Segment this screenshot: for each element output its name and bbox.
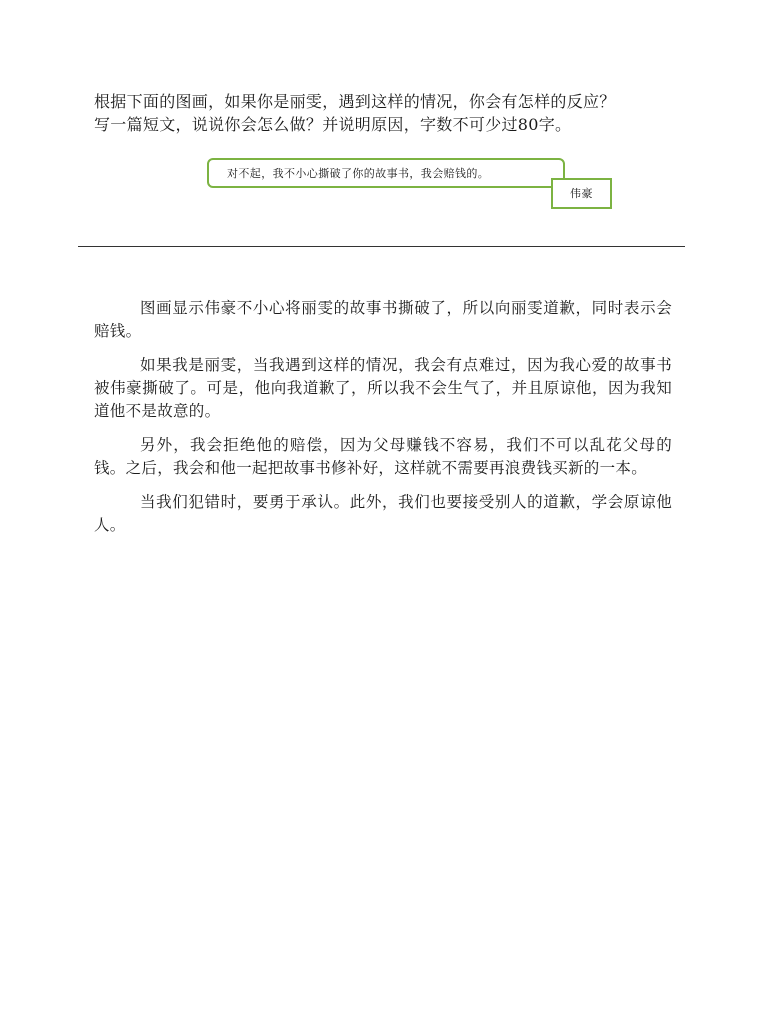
speaker-name-label: 伟豪 [551, 178, 612, 209]
answer-paragraph-1: 图画显示伟豪不小心将丽雯的故事书撕破了，所以向丽雯道歉，同时表示会赔钱。 [94, 299, 672, 340]
section-divider [78, 246, 685, 247]
answer-paragraph-3: 另外，我会拒绝他的赔偿，因为父母赚钱不容易，我们不可以乱花父母的钱。之后，我会和他一起把故事书修补好，这样就不需要再浪费钱买新的一本。 [94, 436, 672, 477]
prompt-line-2: 写一篇短文，说说你会怎么做？并说明原因，字数不可少过80字。 [94, 115, 572, 134]
question-prompt [94, 90, 694, 136]
speech-text: 对不起，我不小心撕破了你的故事书，我会赔钱的。 [227, 167, 490, 180]
answer-essay [94, 297, 672, 548]
speech-bubble [207, 158, 565, 188]
answer-paragraph-2: 如果我是丽雯，当我遇到这样的情况，我会有点难过，因为我心爱的故事书被伟豪撕破了。可是，他向我道歉了，所以我不会生气了，并且原谅他，因为我知道他不是故意的。 [94, 356, 672, 420]
answer-paragraph-4: 当我们犯错时，要勇于承认。此外，我们也要接受别人的道歉，学会原谅他人。 [94, 493, 672, 534]
prompt-line-1: 根据下面的图画，如果你是丽雯，遇到这样的情况，你会有怎样的反应？ [94, 92, 616, 111]
